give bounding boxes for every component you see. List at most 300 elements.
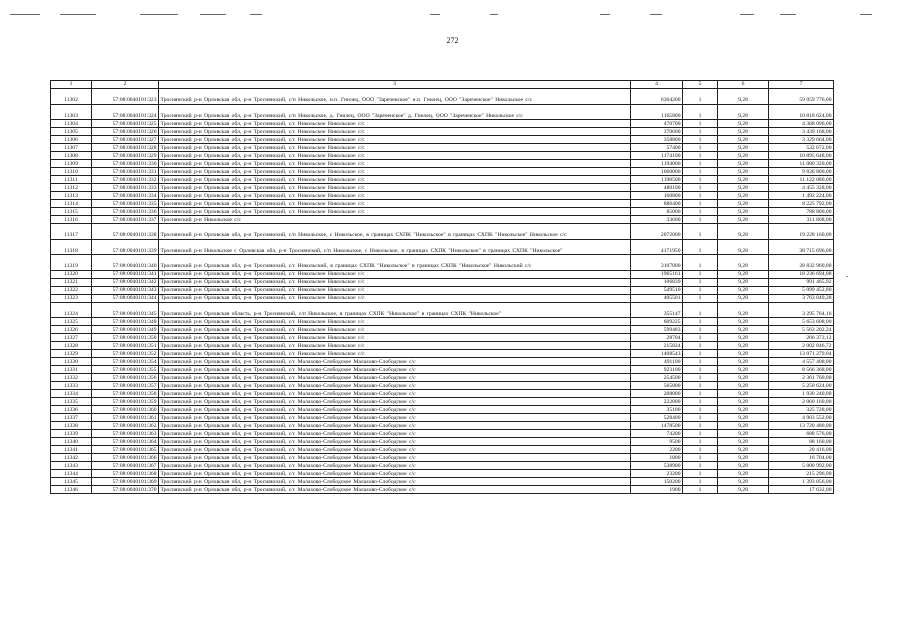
coefficient: 1 <box>683 350 718 358</box>
rate-value: 9,28 <box>718 89 769 105</box>
cadastral-number: 57:08:0040101:326 <box>92 128 159 136</box>
coefficient: 1 <box>683 294 718 302</box>
cadastral-value: 28 832 960,00 <box>769 255 834 271</box>
plot-area: 565800 <box>631 382 683 390</box>
rate-value: 9,28 <box>718 120 769 128</box>
coefficient: 1 <box>683 454 718 462</box>
cadastral-value: 11 080 320,00 <box>769 160 834 168</box>
cadastral-number: 57:08:0040101:333 <box>92 184 159 192</box>
cadastral-value: 215 296,00 <box>769 470 834 478</box>
row-number: 11315 <box>51 208 92 216</box>
row-number: 11335 <box>51 398 92 406</box>
rate-value: 9,28 <box>718 184 769 192</box>
plot-description: Троснянский р-н Орловская обл, р-н Троснянский, с/с Малахово-Слободское Малахово-Слободское с/с <box>159 438 631 446</box>
cadastral-value: 4 368 096,00 <box>769 120 834 128</box>
rate-value: 9,28 <box>718 478 769 486</box>
cadastral-number: 57:08:0040101:369 <box>92 478 159 486</box>
coefficient: 1 <box>683 128 718 136</box>
rate-value: 9,28 <box>718 422 769 430</box>
plot-description: Троснянский р-н Орловская обл, р-н Троснянский, с/с Никольское Никольское с/с <box>159 136 631 144</box>
rate-value: 9,28 <box>718 398 769 406</box>
cadastral-value: 311 808,00 <box>769 216 834 224</box>
table-row <box>51 454 834 462</box>
plot-description: Троснянский р-н Орловская обл, р-н Троснянский, с/с Никольский, в границах СХПК "Никольское" в границах СХПК "Никольское" Никольский с/с <box>159 255 631 271</box>
plot-area: 57400 <box>631 144 683 152</box>
column-header: 5 <box>683 81 718 89</box>
rate-value: 9,28 <box>718 438 769 446</box>
cadastral-number: 57:08:0040101:341 <box>92 270 159 278</box>
plot-area: 609225 <box>631 318 683 326</box>
plot-description: Троснянский р-н Орловская обл, р-н Троснянский, с/с Никольское Никольское с/с <box>159 176 631 184</box>
row-number: 11340 <box>51 438 92 446</box>
column-header: 6 <box>718 81 769 89</box>
cadastral-number: 57:08:0040101:366 <box>92 454 159 462</box>
rate-value: 9,28 <box>718 366 769 374</box>
plot-area: 470700 <box>631 120 683 128</box>
row-number: 11325 <box>51 318 92 326</box>
row-number: 11318 <box>51 239 92 255</box>
plot-description: Троснянский р-н Орловская обл, р-н Троснянский, с/с Малахово-Слободское Малахово-Слободское с/с <box>159 478 631 486</box>
table-row <box>51 326 834 334</box>
coefficient: 1 <box>683 216 718 224</box>
plot-area: 28704 <box>631 334 683 342</box>
cadastral-value: 19 228 160,00 <box>769 224 834 240</box>
cadastral-value: 20 416,00 <box>769 446 834 454</box>
coefficient: 1 <box>683 270 718 278</box>
plot-area: 1174100 <box>631 152 683 160</box>
table-row <box>51 278 834 286</box>
cadastral-number: 57:08:0040101:368 <box>92 470 159 478</box>
row-number: 11312 <box>51 184 92 192</box>
cadastral-number: 57:08:0040101:336 <box>92 208 159 216</box>
plot-area: 106839 <box>631 278 683 286</box>
row-number: 11343 <box>51 462 92 470</box>
rate-value: 9,28 <box>718 414 769 422</box>
rate-value: 9,28 <box>718 382 769 390</box>
plot-description: Троснянский р-н Орловская обл, р-н Троснянский, с/с Никольское Никольское с/с <box>159 278 631 286</box>
cadastral-value: 5 250 624,00 <box>769 382 834 390</box>
plot-description: Троснянский р-н Орловская обл, р-н Троснянский, с/с Никольское Никольское с/с <box>159 192 631 200</box>
cadastral-value: 11 122 080,00 <box>769 176 834 184</box>
plot-area: 1194000 <box>631 160 683 168</box>
coefficient: 1 <box>683 255 718 271</box>
plot-description: Троснянский р-н Орловская обл, р-н Троснянский, с/с Никольское Никольское с/с <box>159 120 631 128</box>
plot-description: Троснянский р-н Орловская обл, р-н Троснянский, с/с Малахово-Слободское Малахово-Слободское с/с <box>159 430 631 438</box>
plot-area: 6364200 <box>631 89 683 105</box>
coefficient: 1 <box>683 422 718 430</box>
column-header: 7 <box>769 81 834 89</box>
row-number: 11316 <box>51 216 92 224</box>
cadastral-value: 8 566 368,00 <box>769 366 834 374</box>
table-row <box>51 414 834 422</box>
rate-value: 9,28 <box>718 160 769 168</box>
plot-description: Троснянский р-н Орловская обл, р-н Троснянский, с/с Никольское Никольское с/с <box>159 334 631 342</box>
row-number: 11305 <box>51 128 92 136</box>
plot-description: Троснянский р-н Орловская обл, р-н Троснянский, с/с Малахово-Слободское Малахово-Слободское с/с <box>159 358 631 366</box>
cadastral-number: 57:08:0040101:345 <box>92 302 159 318</box>
cadastral-number: 57:08:0040101:364 <box>92 438 159 446</box>
plot-description: Троснянский р-н Орловская обл, р-н Троснянский, с/п Никольское, с Никольское, в границах СХПК "Никольское" в границах СХПК "Никольское" Никольское с/с <box>159 224 631 240</box>
cadastral-value: 266 373,12 <box>769 334 834 342</box>
plot-area: 538900 <box>631 462 683 470</box>
plot-area: 370600 <box>631 128 683 136</box>
row-number: 11321 <box>51 278 92 286</box>
cadastral-value: 4 903 552,00 <box>769 414 834 422</box>
rate-value: 9,28 <box>718 446 769 454</box>
rate-value: 9,28 <box>718 358 769 366</box>
coefficient: 1 <box>683 462 718 470</box>
plot-description: Троснянский р-н Орловская обл, р-н Троснянский, с/с Никольское Никольское с/с <box>159 270 631 278</box>
plot-description: Троснянский р-н Орловская обл, р-н Троснянский, с/с Никольское Никольское с/с <box>159 350 631 358</box>
coefficient: 1 <box>683 382 718 390</box>
cadastral-number: 57:08:0040101:351 <box>92 342 159 350</box>
row-number: 11309 <box>51 160 92 168</box>
plot-description: Троснянский р-н Орловская обл, р-н Троснянский, с/с Малахово-Слободское Малахово-Слободское с/с <box>159 446 631 454</box>
table-row <box>51 398 834 406</box>
coefficient: 1 <box>683 89 718 105</box>
cadastral-number: 57:08:0040101:370 <box>92 486 159 494</box>
row-number: 11344 <box>51 470 92 478</box>
plot-description: Троснянский р-н Орловская обл, р-н Троснянский, с/с Малахово-Слободское Малахово-Слободское с/с <box>159 366 631 374</box>
plot-area: 886400 <box>631 200 683 208</box>
row-number: 11319 <box>51 255 92 271</box>
row-number: 11327 <box>51 334 92 342</box>
cadastral-number: 57:08:0040101:327 <box>92 136 159 144</box>
row-number: 11320 <box>51 270 92 278</box>
plot-area: 74200 <box>631 430 683 438</box>
rate-value: 9,28 <box>718 462 769 470</box>
table-row <box>51 470 834 478</box>
plot-area: 3107000 <box>631 255 683 271</box>
plot-description: Троснянский р-н Орловская обл, р-н Троснянский, с/с Никольское Никольское с/с <box>159 318 631 326</box>
plot-description: Троснянский р-н Орловская обл, р-н Троснянский, с/п Никольское, д. Гнилец, ООО "Зареченское" д. Гнилец, ООО "Зареченское" Никольское с/с <box>159 104 631 120</box>
plot-area: 355147 <box>631 302 683 318</box>
cadastral-value: 3 295 764,16 <box>769 302 834 318</box>
coefficient: 1 <box>683 286 718 294</box>
table-row <box>51 270 834 278</box>
cadastral-value: 1 930 240,00 <box>769 390 834 398</box>
margin-mark: - <box>846 272 849 280</box>
cadastral-value: 688 576,00 <box>769 430 834 438</box>
table-row <box>51 382 834 390</box>
plot-area: 222000 <box>631 398 683 406</box>
table-row <box>51 200 834 208</box>
coefficient: 1 <box>683 278 718 286</box>
plot-area: 160800 <box>631 192 683 200</box>
table-row <box>51 144 834 152</box>
cadastral-value: 13 071 279,04 <box>769 350 834 358</box>
plot-area: 491100 <box>631 358 683 366</box>
coefficient: 1 <box>683 374 718 382</box>
cadastral-value: 3 329 664,00 <box>769 136 834 144</box>
coefficient: 1 <box>683 152 718 160</box>
coefficient: 1 <box>683 334 718 342</box>
cadastral-number: 57:08:0040101:337 <box>92 216 159 224</box>
column-header: 2 <box>92 81 159 89</box>
plot-area: 480100 <box>631 184 683 192</box>
coefficient: 1 <box>683 224 718 240</box>
plot-description: Троснянский р-н Орловская обл, р-н Троснянский, с/с Никольское Никольское с/с <box>159 200 631 208</box>
rate-value: 9,28 <box>718 286 769 294</box>
table-row <box>51 294 834 302</box>
cadastral-value: 18 236 694,08 <box>769 270 834 278</box>
cadastral-number: 57:08:0040101:363 <box>92 430 159 438</box>
cadastral-value: 2 361 760,00 <box>769 374 834 382</box>
cadastral-value: 13 720 480,00 <box>769 422 834 430</box>
row-number: 11333 <box>51 382 92 390</box>
row-number: 11304 <box>51 120 92 128</box>
column-header: 4 <box>631 81 683 89</box>
rate-value: 9,28 <box>718 470 769 478</box>
plot-area: 1408543 <box>631 350 683 358</box>
plot-area: 1198500 <box>631 176 683 184</box>
plot-description: Троснянский р-н Орловская обл, р-н Троснянский, с/с Малахово-Слободское Малахово-Слободское с/с <box>159 486 631 494</box>
rate-value: 9,28 <box>718 486 769 494</box>
rate-value: 9,28 <box>718 216 769 224</box>
plot-area: 4171950 <box>631 239 683 255</box>
rate-value: 9,28 <box>718 152 769 160</box>
row-number: 11334 <box>51 390 92 398</box>
cadastral-value: 3 763 049,28 <box>769 294 834 302</box>
plot-area: 1965161 <box>631 270 683 278</box>
cadastral-value: 88 160,00 <box>769 438 834 446</box>
rate-value: 9,28 <box>718 302 769 318</box>
rate-value: 9,28 <box>718 326 769 334</box>
plot-area: 85000 <box>631 208 683 216</box>
plot-description: Троснянский р-н Орловская обл, р-н Троснянский, с/с Никольское Никольское с/с <box>159 144 631 152</box>
table-row <box>51 239 834 255</box>
plot-area: 23200 <box>631 470 683 478</box>
cadastral-number: 57:08:0040101:360 <box>92 406 159 414</box>
table-row <box>51 406 834 414</box>
cadastral-number: 57:08:0040101:365 <box>92 446 159 454</box>
table-row <box>51 374 834 382</box>
row-number: 11329 <box>51 350 92 358</box>
cadastral-value: 2 060 160,00 <box>769 398 834 406</box>
cadastral-number: 57:08:0040101:325 <box>92 120 159 128</box>
plot-description: Троснянский р-н Орловская обл, р-н Троснянский, с/с Никольское Никольское с/с <box>159 160 631 168</box>
coefficient: 1 <box>683 104 718 120</box>
coefficient: 1 <box>683 438 718 446</box>
row-number: 11310 <box>51 168 92 176</box>
table-body <box>51 89 834 494</box>
cadastral-number: 57:08:0040101:340 <box>92 255 159 271</box>
table-row <box>51 192 834 200</box>
rate-value: 9,28 <box>718 430 769 438</box>
rate-value: 9,28 <box>718 200 769 208</box>
rate-value: 9,28 <box>718 176 769 184</box>
row-number: 11342 <box>51 454 92 462</box>
plot-description: Троснянский р-н Орловская обл, р-н Троснянский, с/с Никольское Никольское с/с <box>159 152 631 160</box>
table-row <box>51 224 834 240</box>
row-number: 11336 <box>51 406 92 414</box>
table-row <box>51 152 834 160</box>
plot-area: 1165800 <box>631 104 683 120</box>
plot-area: 2200 <box>631 446 683 454</box>
table-row <box>51 486 834 494</box>
table-row <box>51 462 834 470</box>
cadastral-number: 57:08:0040101:348 <box>92 318 159 326</box>
row-number: 11311 <box>51 176 92 184</box>
rate-value: 9,28 <box>718 350 769 358</box>
coefficient: 1 <box>683 446 718 454</box>
table-row <box>51 390 834 398</box>
cadastral-number: 57:08:0040101:339 <box>92 239 159 255</box>
plot-area: 1800 <box>631 454 683 462</box>
row-number: 11339 <box>51 430 92 438</box>
row-number: 11326 <box>51 326 92 334</box>
rate-value: 9,28 <box>718 192 769 200</box>
cadastral-number: 57:08:0040101:355 <box>92 366 159 374</box>
table-row <box>51 334 834 342</box>
table-row <box>51 136 834 144</box>
cadastral-value: 4 557 408,00 <box>769 358 834 366</box>
rate-value: 9,28 <box>718 168 769 176</box>
table-row <box>51 478 834 486</box>
row-number: 11313 <box>51 192 92 200</box>
table-row <box>51 430 834 438</box>
cadastral-value: 17 632,00 <box>769 486 834 494</box>
plot-description: Троснянский р-н Орловская обл, р-н Троснянский, с/с Никольское Никольское с/с <box>159 294 631 302</box>
coefficient: 1 <box>683 390 718 398</box>
plot-area: 528400 <box>631 414 683 422</box>
rate-value: 9,28 <box>718 208 769 216</box>
table-row <box>51 286 834 294</box>
plot-area: 215824 <box>631 342 683 350</box>
rate-value: 9,28 <box>718 278 769 286</box>
rate-value: 9,28 <box>718 136 769 144</box>
coefficient: 1 <box>683 160 718 168</box>
table-row <box>51 208 834 216</box>
cadastral-value: 4 455 328,00 <box>769 184 834 192</box>
row-number: 11302 <box>51 89 92 105</box>
scan-artifact-line <box>0 14 905 18</box>
row-number: 11332 <box>51 374 92 382</box>
plot-area: 33600 <box>631 216 683 224</box>
table-row <box>51 358 834 366</box>
plot-description: Троснянский р-н Орловская обл, р-н Троснянский, с/с Малахово-Слободское Малахово-Слободское с/с <box>159 398 631 406</box>
rate-value: 9,28 <box>718 239 769 255</box>
cadastral-value: 59 059 776,00 <box>769 89 834 105</box>
rate-value: 9,28 <box>718 128 769 136</box>
plot-area: 405501 <box>631 294 683 302</box>
plot-description: Троснянский р-н Орловская обл, р-н Троснянский, с/с Малахово-Слободское Малахово-Слободское с/с <box>159 406 631 414</box>
cadastral-value: 10 895 648,00 <box>769 152 834 160</box>
plot-description: Троснянский р-н Орловская область, р-н Троснянский, с/п Никольское, в границах СХПК "Никольское" в границах СХПК "Никольское" <box>159 302 631 318</box>
coefficient: 1 <box>683 430 718 438</box>
row-number: 11323 <box>51 294 92 302</box>
cadastral-value: 1 492 224,00 <box>769 192 834 200</box>
plot-description: Троснянский р-н Орловская обл, р-н Троснянский, с/с Малахово-Слободское Малахово-Слободское с/с <box>159 382 631 390</box>
table-row <box>51 438 834 446</box>
coefficient: 1 <box>683 398 718 406</box>
coefficient: 1 <box>683 318 718 326</box>
coefficient: 1 <box>683 176 718 184</box>
cadastral-number: 57:08:0040101:338 <box>92 224 159 240</box>
cadastral-number: 57:08:0040101:357 <box>92 382 159 390</box>
plot-area: 35100 <box>631 406 683 414</box>
coefficient: 1 <box>683 366 718 374</box>
row-number: 11338 <box>51 422 92 430</box>
column-header: 3 <box>159 81 631 89</box>
cadastral-value: 8 225 792,00 <box>769 200 834 208</box>
table-row <box>51 184 834 192</box>
cadastral-value: 16 704,00 <box>769 454 834 462</box>
table-row <box>51 216 834 224</box>
plot-area: 923100 <box>631 366 683 374</box>
table-row <box>51 255 834 271</box>
plot-description: Троснянский р-н Орловская обл, р-н Троснянский, с/п Никольское, н.п. Гнилец, ООО "Зареченское" н.п. Гнилец, ООО "Зареченское" Никольское с/с <box>159 89 631 105</box>
table-row <box>51 168 834 176</box>
plot-description: Троснянский р-н Орловская обл, р-н Троснянский, с/с Никольское Никольское с/с <box>159 184 631 192</box>
row-number: 11314 <box>51 200 92 208</box>
plot-description: Троснянский р-н Орловская обл, р-н Троснянский, с/с Никольское Никольское с/с <box>159 168 631 176</box>
row-number: 11324 <box>51 302 92 318</box>
plot-description: Троснянский р-н Орловская обл, р-н Троснянский, с/с Никольское Никольское с/с <box>159 342 631 350</box>
cadastral-number: 57:08:0040101:362 <box>92 422 159 430</box>
plot-area: 254500 <box>631 374 683 382</box>
table-row <box>51 350 834 358</box>
row-number: 11341 <box>51 446 92 454</box>
land-plots-table <box>50 80 834 494</box>
table-row <box>51 342 834 350</box>
table-row <box>51 366 834 374</box>
cadastral-value: 2 002 846,72 <box>769 342 834 350</box>
plot-area: 2072000 <box>631 224 683 240</box>
cadastral-value: 3 439 168,00 <box>769 128 834 136</box>
coefficient: 1 <box>683 192 718 200</box>
cadastral-value: 9 836 800,00 <box>769 168 834 176</box>
plot-description: Троснянский р-н Орловская обл, р-н Троснянский, с/с Никольское Никольское с/с <box>159 208 631 216</box>
row-number: 11346 <box>51 486 92 494</box>
rate-value: 9,28 <box>718 144 769 152</box>
cadastral-number: 57:08:0040101:334 <box>92 192 159 200</box>
rate-value: 9,28 <box>718 454 769 462</box>
cadastral-value: 325 728,00 <box>769 406 834 414</box>
coefficient: 1 <box>683 120 718 128</box>
cadastral-number: 57:08:0040101:332 <box>92 176 159 184</box>
coefficient: 1 <box>683 208 718 216</box>
plot-area: 358800 <box>631 136 683 144</box>
coefficient: 1 <box>683 302 718 318</box>
rate-value: 9,28 <box>718 255 769 271</box>
coefficient: 1 <box>683 414 718 422</box>
plot-description: Троснянский р-н Орловская обл, р-н Троснянский, с/с Малахово-Слободское Малахово-Слободское с/с <box>159 454 631 462</box>
cadastral-value: 38 715 696,00 <box>769 239 834 255</box>
coefficient: 1 <box>683 168 718 176</box>
coefficient: 1 <box>683 406 718 414</box>
row-number: 11322 <box>51 286 92 294</box>
plot-description: Троснянский р-н Орловская обл, р-н Троснянский, с/с Малахово-Слободское Малахово-Слободское с/с <box>159 414 631 422</box>
coefficient: 1 <box>683 200 718 208</box>
plot-description: Троснянский р-н Орловская обл, р-н Троснянский, с/с Никольское Никольское с/с <box>159 286 631 294</box>
rate-value: 9,28 <box>718 406 769 414</box>
cadastral-number: 57:08:0040101:344 <box>92 294 159 302</box>
cadastral-value: 10 818 624,00 <box>769 104 834 120</box>
table-row <box>51 446 834 454</box>
row-number: 11345 <box>51 478 92 486</box>
coefficient: 1 <box>683 239 718 255</box>
cadastral-number: 57:08:0040101:350 <box>92 334 159 342</box>
table-row <box>51 422 834 430</box>
coefficient: 1 <box>683 184 718 192</box>
table-row <box>51 318 834 326</box>
column-header: 1 <box>51 81 92 89</box>
row-number: 11306 <box>51 136 92 144</box>
rate-value: 9,28 <box>718 270 769 278</box>
cadastral-value: 5 563 202,24 <box>769 326 834 334</box>
cadastral-number: 57:08:0040101:329 <box>92 152 159 160</box>
